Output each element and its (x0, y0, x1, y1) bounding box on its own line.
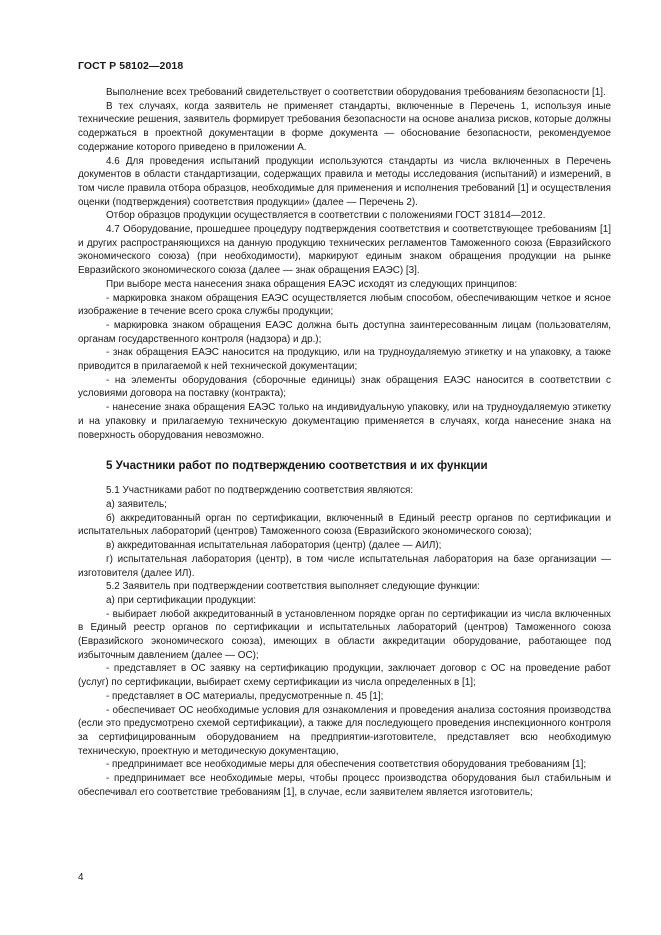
list-item: г) испытательная лаборатория (центр), в том числе испытательная лаборатория на базе организации — изготовителя (далее ИЛ). (78, 553, 611, 579)
list-item: - обеспечивает ОС необходимые условия для ознакомления и проведения анализа состояния производства (если это предусмотрено схемой сертификации), а также для последующего проведения инспекционного контроля за сертифицированным оборудованием на предприятии-изготовителе, представляет всю необходимую техническую, проектную и методическую документацию, (78, 704, 611, 757)
list-item: б) аккредитованный орган по сертификации, включенный в Единый реестр органов по сертификации и испытательных лабораторий (центров) Таможенного союза (Евразийского экономического союза); (78, 512, 611, 538)
paragraph: 4.6 Для проведения испытаний продукции используются стандарты из числа включенных в Перечень документов в области стандартизации, содержащих правила и методы исследования (испытаний) и измерений, в том числе правила отбора образцов, необходимые для применения и исполнения требований [1] и осуществления оценки (подтверждения) соответствия продукции» (далее — Перечень 2). (78, 155, 611, 208)
paragraph: При выборе места нанесения знака обращения ЕАЭС исходят из следующих принципов: (106, 278, 518, 290)
list-item: а) заявитель; (106, 498, 167, 510)
list-item: а) при сертификации продукции: (106, 594, 257, 606)
list-item: - представляет в ОС материалы, предусмотренные п. 45 [1]; (106, 690, 384, 702)
list-item: - маркировка знаком обращения ЕАЭС должна быть доступна заинтересованным лицам (пользователям, органам государственного контроля (надзора) и др.); (78, 319, 611, 345)
list-item: - знак обращения ЕАЭС наносится на продукцию, или на трудноудаляемую этикетку и на упаковку, а также приводится в прилагаемой к ней технической документации; (78, 347, 611, 373)
paragraph: 5.1 Участниками работ по подтверждению соответствия являются: (106, 485, 414, 497)
paragraph: 5.2 Заявитель при подтверждении соответствия выполняет следующие функции: (106, 581, 480, 593)
paragraph: В тех случаях, когда заявитель не применяет стандарты, включенные в Перечень 1, используя иные технические решения, заявитель формирует требования безопасности на основе анализа рисков, которые должны содержаться в проектной документации в форме документа — обоснование безопасности, рекомендуемое содержание которого приведено в приложении А. (78, 100, 611, 153)
list-item: - маркировка знаком обращения ЕАЭС осуществляется любым способом, обеспечивающим четкое и ясное изображение в течение всего срока службы продукции; (78, 292, 611, 318)
list-item: - предпринимает все необходимые меры для обеспечения соответствия оборудования требованиям [1]; (106, 759, 587, 771)
list-item: - представляет в ОС заявку на сертификацию продукции, заключает договор с ОС на проведение работ (услуг) по сертификации, выбирает схему сертификации из числа определенных в [1]; (78, 663, 611, 689)
document-header: ГОСТ Р 58102—2018 (78, 60, 184, 72)
section-heading: 5 Участники работ по подтверждению соответствия и их функции (106, 459, 488, 473)
list-item: - предпринимает все необходимые меры, чтобы процесс производства оборудования был стабильным и обеспечивал его соответствие требованиям [1], в случае, если заявителем является изготовитель; (78, 773, 611, 798)
page-number: 4 (78, 872, 84, 883)
list-item: - нанесение знака обращения ЕАЭС только на индивидуальную упаковку, или на трудноудаляемую этикетку и на упаковку и прилагаемую техническую документацию применяется в случаях, когда нанесение знака на поверхность оборудования невозможно. (78, 402, 611, 441)
paragraph: 4.7 Оборудование, прошедшее процедуру подтверждения соответствия и соответствующее требованиям [1] и других распространяющихся на данную продукцию технических регламентов Таможенного союза (Евразийского экономического союза) (при необходимости), маркируют единым знаком обращения продукции на рынке Евразийского экономического союза (далее — знак обращения ЕАЭС) [3]. (78, 224, 611, 277)
page-content (78, 86, 611, 799)
paragraph: Выполнение всех требований свидетельствует о соответствии оборудования требованиям безопасности [1]. (106, 87, 606, 98)
list-item: в) аккредитованная испытательная лаборатория (центр) (далее — АИЛ); (106, 540, 442, 552)
list-item: - на элементы оборудования (сборочные единицы) знак обращения ЕАЭС наносится в соответствии с условиями договора на поставку (контракта); (78, 374, 611, 400)
list-item: - выбирает любой аккредитованный в установленном порядке орган по сертификации из числа включенных в Единый реестр органов по сертификации и испытательных лабораторий (центров) Таможенного союза (Евразийского экономического союза), имеющих в области аккредитации оборудование, работающее под избыточным давлением (далее — ОС); (78, 608, 611, 661)
paragraph: Отбор образцов продукции осуществляется в соответствии с положениями ГОСТ 31814—2012. (106, 210, 546, 222)
